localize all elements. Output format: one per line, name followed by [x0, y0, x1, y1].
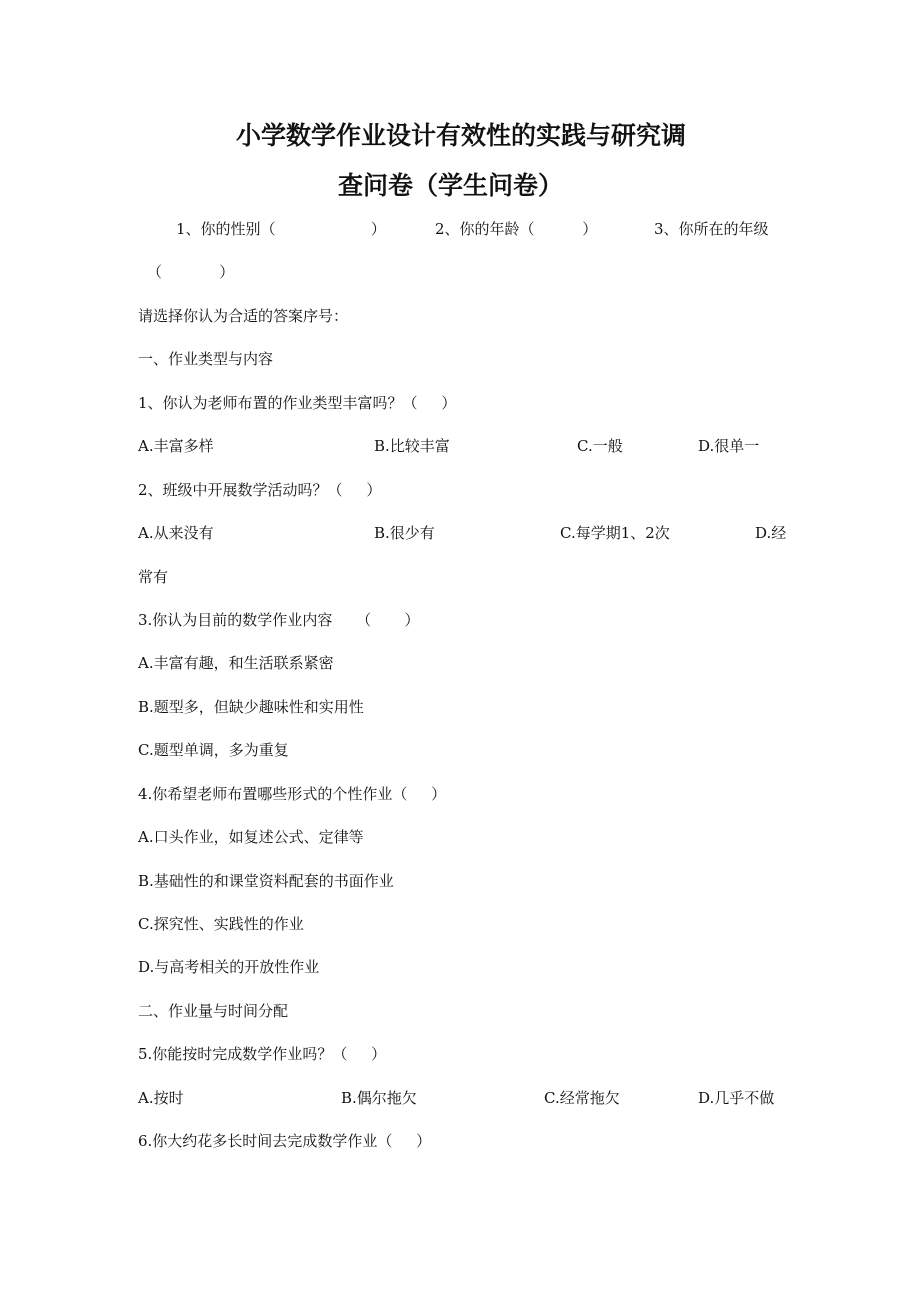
question-2: 2、班级中开展数学活动吗？（ ） — [138, 481, 382, 499]
q2-option-b: B.很少有 — [374, 524, 435, 542]
age-field: 2、你的年龄（ ） — [435, 220, 598, 238]
q5-option-d: D.几乎不做 — [698, 1089, 775, 1107]
q5-option-c: C.经常拖欠 — [544, 1089, 620, 1107]
q2-option-d: D.经 — [755, 524, 787, 542]
question-3: 3.你认为目前的数学作业内容 （ ） — [138, 611, 420, 629]
question-6: 6.你大约花多长时间去完成数学作业（ ） — [138, 1132, 432, 1150]
grade-blank: （ ） — [147, 263, 235, 281]
section-2-heading: 二、作业量与时间分配 — [138, 1002, 289, 1020]
q2-option-c: C.每学期1、2次 — [560, 524, 670, 542]
document-title-line-2: 查问卷（学生问卷） — [338, 171, 564, 200]
q1-option-b: B.比较丰富 — [374, 437, 450, 455]
q1-option-a: A.丰富多样 — [138, 437, 214, 455]
q1-option-c: C.一般 — [577, 437, 623, 455]
section-1-heading: 一、作业类型与内容 — [138, 350, 274, 368]
question-4: 4.你希望老师布置哪些形式的个性作业（ ） — [138, 785, 447, 803]
q4-option-c: C.探究性、实践性的作业 — [138, 915, 304, 933]
q2-option-d-wrap: 常有 — [138, 568, 169, 586]
gender-field: 1、你的性别（ ） — [176, 220, 386, 238]
q1-option-d: D.很单一 — [698, 437, 760, 455]
q4-option-d: D.与高考相关的开放性作业 — [138, 958, 320, 976]
q4-option-b: B.基础性的和课堂资料配套的书面作业 — [138, 872, 394, 890]
q5-option-b: B.偶尔拖欠 — [341, 1089, 417, 1107]
q3-option-a: A.丰富有趣，和生活联系紧密 — [138, 654, 334, 672]
grade-field: 3、你所在的年级 — [654, 220, 769, 238]
question-5: 5.你能按时完成数学作业吗？（ ） — [138, 1045, 387, 1063]
instruction-text: 请选择你认为合适的答案序号： — [138, 307, 349, 325]
q3-option-c: C.题型单调，多为重复 — [138, 741, 289, 759]
q3-option-b: B.题型多，但缺少趣味性和实用性 — [138, 698, 364, 716]
question-1: 1、你认为老师布置的作业类型丰富吗？（ ） — [138, 394, 457, 412]
q2-option-a: A.从来没有 — [138, 524, 214, 542]
q4-option-a: A.口头作业，如复述公式、定律等 — [138, 828, 364, 846]
q5-option-a: A.按时 — [138, 1089, 184, 1107]
document-title-line-1: 小学数学作业设计有效性的实践与研究调 — [236, 121, 687, 150]
